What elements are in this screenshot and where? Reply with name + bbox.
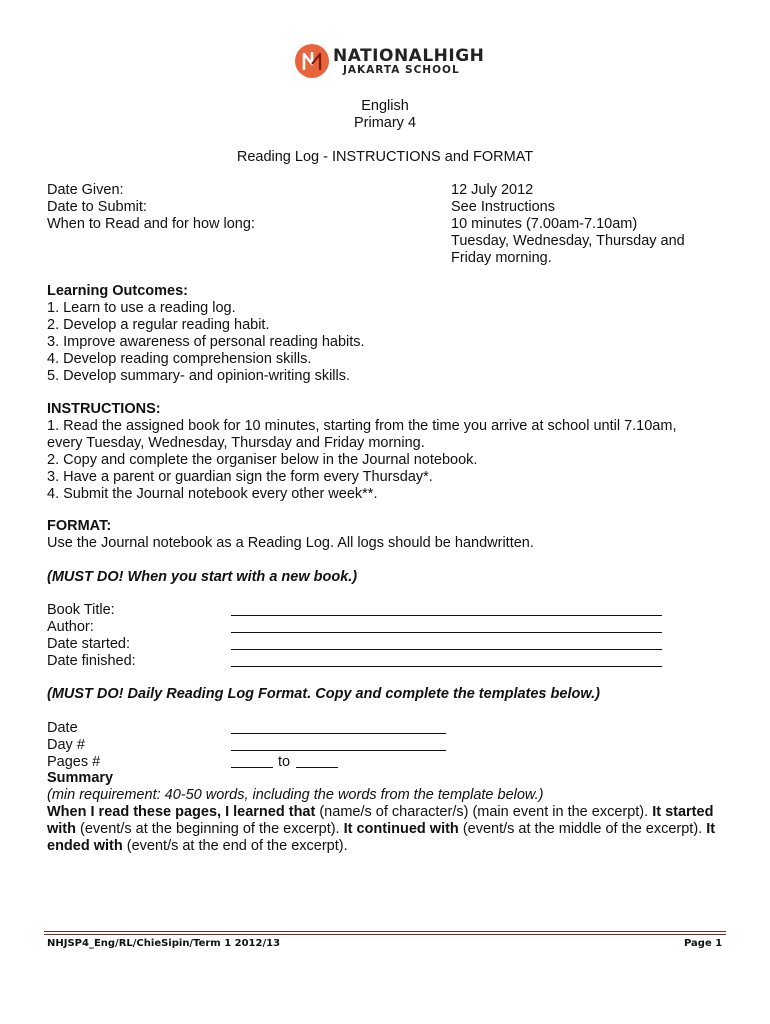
outcome-item: 1. Learn to use a reading log. (47, 300, 236, 316)
template-started-text: (event/s at the beginning of the excerpt). (76, 821, 344, 837)
day-line (231, 750, 446, 751)
date-submit-label: Date to Submit: (47, 199, 147, 215)
footer-rule-inner (44, 934, 726, 935)
date-given-value: 12 July 2012 (451, 182, 534, 198)
outcome-item: 2. Develop a regular reading habit. (47, 317, 270, 333)
instruction-item: 2. Copy and complete the organiser below in the Journal notebook. (47, 452, 478, 468)
must-do-book: (MUST DO! When you start with a new book.) (47, 569, 358, 585)
book-title-label: Book Title: (47, 602, 115, 618)
template-learned: When I read these pages, I learned that (47, 804, 316, 820)
template-continued: It continued with (343, 821, 459, 837)
format-heading: FORMAT: (47, 518, 112, 534)
logo-emblem-icon (295, 44, 329, 78)
logo-n-mark-icon (302, 50, 322, 72)
summary-template (47, 804, 727, 855)
day-label: Day # (47, 737, 85, 753)
outcome-item: 3. Improve awareness of personal reading habits. (47, 334, 365, 350)
subject: English (361, 98, 409, 114)
instruction-item: 3. Have a parent or guardian sign the form every Thursday*. (47, 469, 433, 485)
school-logo (295, 44, 485, 80)
author-line (231, 632, 662, 633)
date-line (231, 733, 446, 734)
footer-rule (44, 931, 726, 932)
pages-to-line (296, 767, 338, 768)
page-title: Reading Log - INSTRUCTIONS and FORMAT (236, 149, 534, 165)
when-read-label: When to Read and for how long: (47, 216, 255, 232)
template-ended-text: (event/s at the end of the excerpt). (122, 838, 348, 854)
outcomes-heading: Learning Outcomes: (47, 283, 188, 299)
template-started: It started with (47, 804, 714, 837)
page-number: Page 1 (684, 938, 723, 949)
template-ended: It ended with (47, 821, 716, 854)
author-label: Author: (47, 619, 94, 635)
book-title-line (231, 615, 662, 616)
instruction-item: 4. Submit the Journal notebook every other week**. (47, 486, 378, 502)
outcome-item: 5. Develop summary- and opinion-writing skills. (47, 368, 351, 384)
when-read-value: 10 minutes (7.00am-7.10am) (451, 216, 638, 232)
instruction-item: every Tuesday, Wednesday, Thursday and Friday morning. (47, 435, 425, 451)
date-given-label: Date Given: (47, 182, 124, 198)
date-finished-label: Date finished: (47, 653, 136, 669)
pages-to-label: to (278, 754, 291, 770)
logo-subname: JAKARTA SCHOOL (343, 64, 460, 76)
outcome-item: 4. Develop reading comprehension skills. (47, 351, 312, 367)
date-started-line (231, 649, 662, 650)
instruction-item: 1. Read the assigned book for 10 minutes, starting from the time you arrive at school until 7.10am, (47, 418, 677, 434)
template-learned-text: (name/s of character/s) (main event in the excerpt). (315, 804, 653, 820)
template-continued-text: (event/s at the middle of the excerpt). (458, 821, 707, 837)
footer-code: NHJSP4_Eng/RL/ChieSipin/Term 1 2012/13 (47, 938, 281, 949)
date-finished-line (231, 666, 662, 667)
instructions-heading: INSTRUCTIONS: (47, 401, 161, 417)
summary-heading: Summary (47, 770, 114, 786)
date-label: Date (47, 720, 78, 736)
when-read-days: Tuesday, Wednesday, Thursday and (451, 233, 685, 249)
must-do-daily: (MUST DO! Daily Reading Log Format. Copy and complete the templates below.) (47, 686, 600, 702)
pages-from-line (231, 767, 273, 768)
grade: Primary 4 (353, 115, 417, 131)
summary-requirement: (min requirement: 40-50 words, including the words from the template below.) (47, 787, 544, 803)
date-started-label: Date started: (47, 636, 131, 652)
pages-label: Pages # (47, 754, 101, 770)
date-submit-value: See Instructions (451, 199, 555, 215)
logo-name: NATIONALHIGH (333, 46, 485, 66)
format-text: Use the Journal notebook as a Reading Log. All logs should be handwritten. (47, 535, 534, 551)
when-read-days-cont: Friday morning. (451, 250, 552, 266)
